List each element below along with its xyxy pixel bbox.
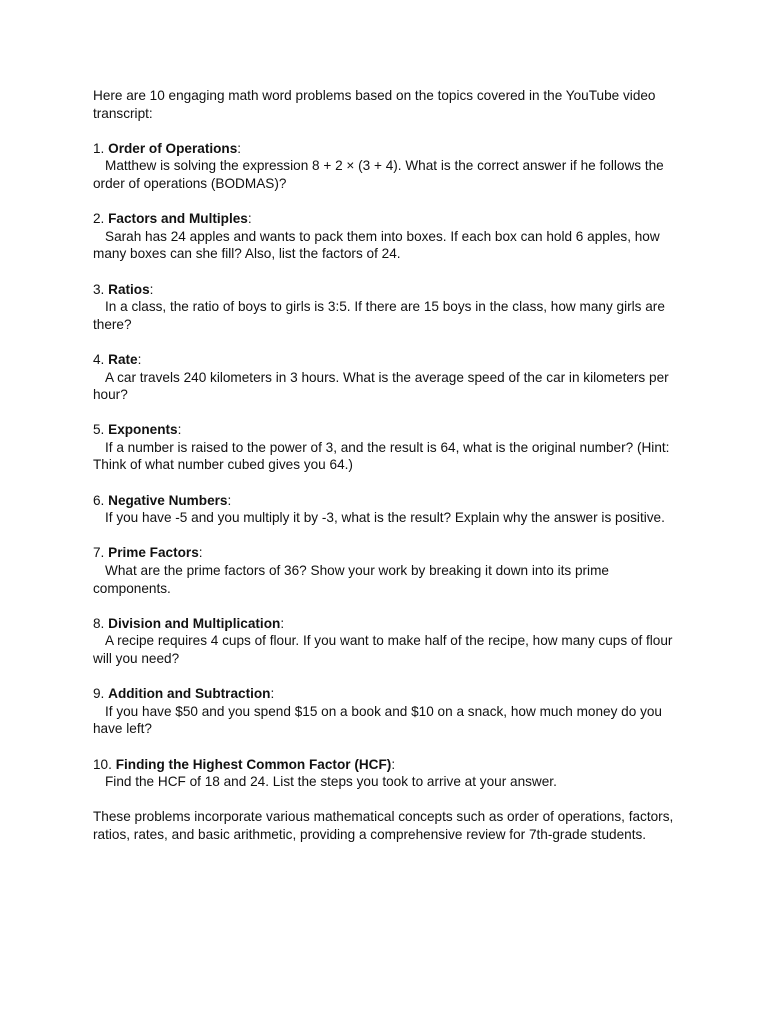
problem-heading: 9. Addition and Subtraction: bbox=[93, 686, 275, 702]
problem-item bbox=[93, 615, 678, 668]
problem-text: In a class, the ratio of boys to girls is 3:5. If there are 15 boys in the class, how many girls are there? bbox=[93, 299, 665, 332]
problem-item bbox=[93, 685, 678, 738]
problem-text: A recipe requires 4 cups of flour. If you want to make half of the recipe, how many cups of flour will you need? bbox=[93, 633, 673, 666]
problem-title: Division and Multiplication bbox=[108, 615, 281, 631]
problem-title: Exponents bbox=[108, 422, 178, 438]
problem-title: Order of Operations bbox=[108, 140, 238, 156]
problem-item bbox=[93, 421, 678, 474]
problem-heading: 2. Factors and Multiples: bbox=[93, 211, 252, 227]
problem-item bbox=[93, 351, 678, 404]
problem-number: 5. bbox=[93, 422, 105, 438]
problem-item bbox=[93, 492, 678, 527]
problem-title: Negative Numbers bbox=[108, 492, 228, 508]
problem-item bbox=[93, 140, 678, 193]
problem-number: 2. bbox=[93, 211, 105, 227]
document-content bbox=[93, 87, 678, 844]
problem-title: Addition and Subtraction bbox=[108, 686, 271, 702]
problem-text: A car travels 240 kilometers in 3 hours. What is the average speed of the car in kilometers per hour? bbox=[93, 369, 669, 403]
problem-item bbox=[93, 544, 678, 597]
problem-heading: 7. Prime Factors: bbox=[93, 545, 203, 561]
problem-title: Prime Factors bbox=[108, 545, 199, 561]
problem-text: If you have -5 and you multiply it by -3, what is the result? Explain why the answer is positive. bbox=[105, 510, 665, 526]
problem-text: If a number is raised to the power of 3, and the result is 64, what is the original number? (Hint: Think of what number cubed gives you 64.) bbox=[93, 439, 670, 473]
problem-text: If you have $50 and you spend $15 on a book and $10 on a snack, how much money do you have left? bbox=[93, 703, 662, 737]
problem-item bbox=[93, 210, 678, 263]
problem-title: Ratios bbox=[108, 281, 150, 297]
problem-number: 3. bbox=[93, 281, 105, 297]
problem-text: Find the HCF of 18 and 24. List the steps you took to arrive at your answer. bbox=[105, 774, 557, 790]
problem-number: 8. bbox=[93, 615, 105, 631]
problem-title: Finding the Highest Common Factor (HCF) bbox=[115, 756, 392, 772]
problem-heading: 5. Exponents: bbox=[93, 422, 182, 438]
outro-paragraph: These problems incorporate various mathematical concepts such as order of operations, factors, ratios, rates, and basic arithmetic, providing a comprehensive review for 7th-grade students. bbox=[93, 809, 674, 842]
problem-number: 10. bbox=[93, 756, 112, 772]
problem-heading: 10. Finding the Highest Common Factor (HCF): bbox=[93, 756, 396, 772]
problem-text: What are the prime factors of 36? Show your work by breaking it down into its prime components. bbox=[93, 563, 609, 596]
problem-item bbox=[93, 756, 678, 791]
problem-heading: 3. Ratios: bbox=[93, 281, 154, 297]
problem-number: 7. bbox=[93, 545, 105, 561]
problem-heading: 1. Order of Operations: bbox=[93, 140, 242, 156]
problem-heading: 6. Negative Numbers: bbox=[93, 492, 232, 508]
problem-title: Factors and Multiples bbox=[108, 211, 248, 227]
problem-number: 6. bbox=[93, 492, 105, 508]
problem-number: 4. bbox=[93, 351, 105, 367]
problem-number: 1. bbox=[93, 140, 105, 156]
intro-paragraph: Here are 10 engaging math word problems based on the topics covered in the YouTube video transcript: bbox=[93, 88, 656, 121]
problem-item bbox=[93, 281, 678, 334]
problem-text: Matthew is solving the expression 8 + 2 × (3 + 4). What is the correct answer if he follows the order of operations (BODMAS)? bbox=[93, 158, 664, 191]
problem-heading: 4. Rate: bbox=[93, 351, 142, 367]
problem-number: 9. bbox=[93, 686, 105, 702]
problem-title: Rate bbox=[108, 351, 138, 367]
problem-text: Sarah has 24 apples and wants to pack them into boxes. If each box can hold 6 apples, how many boxes can she fill? Also, list the factors of 24. bbox=[93, 228, 660, 262]
problem-heading: 8. Division and Multiplication: bbox=[93, 615, 285, 631]
